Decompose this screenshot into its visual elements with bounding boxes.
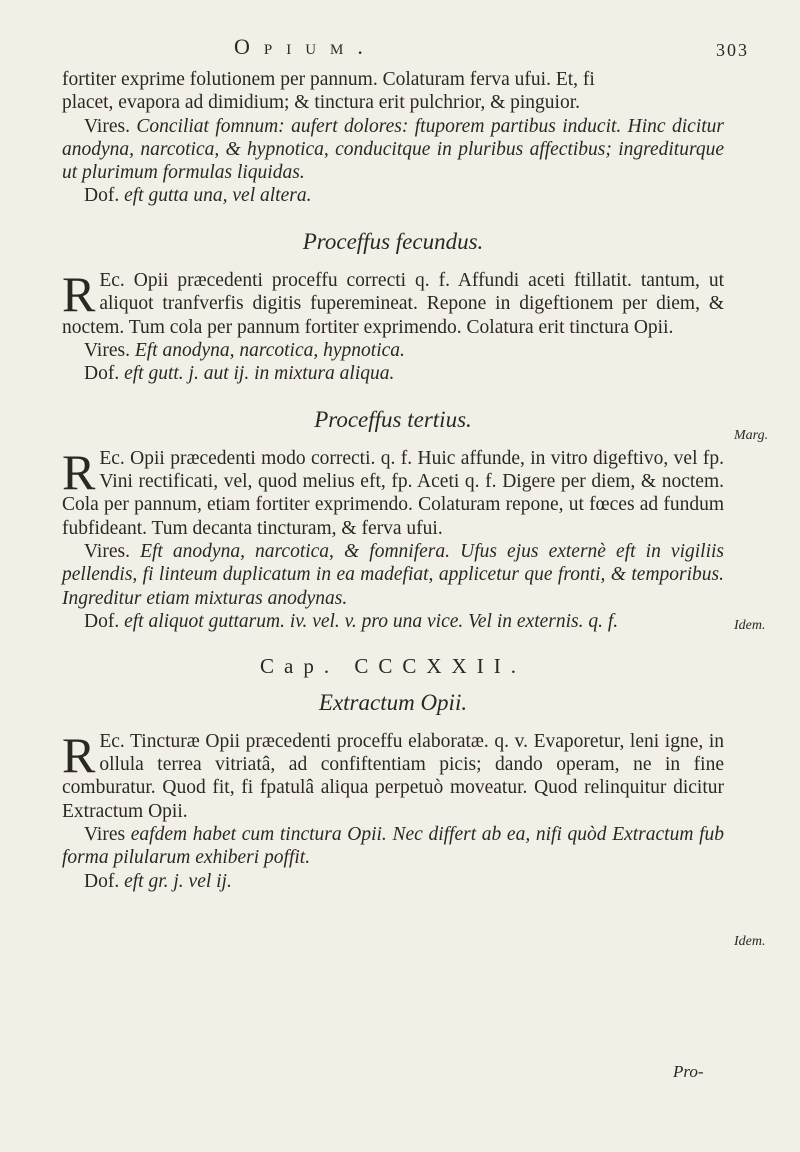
margin-note-marg: Marg. bbox=[734, 428, 769, 443]
paragraph-text: Ec. Opii præcedenti modo correcti. q. f. Huic affunde, in vitro digeftivo, vel fp. Vini rectificati, vel, quod melius eft, fp. Aceti q. f. Digere per diem, & noctem. Cola per pannum, etiam fortiter exprimendo. Colaturam repone, ut fœces ad fundum fubfideant. Tum decanta tincturam, & ferva ufui. bbox=[62, 447, 724, 539]
dropcap: R bbox=[62, 726, 96, 783]
dropcap: R bbox=[62, 266, 96, 323]
vires-label: Vires. bbox=[84, 115, 130, 137]
vires-label: Vires. bbox=[84, 541, 130, 563]
paragraph-text: Ec. Tincturæ Opii præcedenti proceffu elaboratæ. q. v. Evaporetur, leni igne, in ollula terrea vitriatâ, ad confiftentiam picis; dando operam, ne in fine comburatur. Quod fit, fi fpatulâ aliqua perpetuò moveatur. Quod relinquitur dicitur Extractum Opii. bbox=[62, 730, 724, 822]
running-title: Opium. bbox=[234, 34, 377, 59]
vires-text: Conciliat fomnum: aufert dolores: ftuporem partibus inducit. Hinc dicitur anodyna, narcotica, & hypnotica, conducitque in pluribus affectibus; ingrediturque ut plurimum formulas liquidas. bbox=[62, 115, 724, 184]
vires-text: eafdem habet cum tinctura Opii. Nec differt ab ea, nifi quòd Extractum fub forma pilularum exhiberi poffit. bbox=[62, 824, 725, 869]
dosis-text: eft gutt. j. aut ij. in mixtura aliqua. bbox=[124, 363, 395, 385]
processus-2-text bbox=[62, 266, 724, 339]
page-number: 303 bbox=[716, 40, 749, 60]
processus-3-text bbox=[62, 443, 724, 540]
margin-note-idem-2: Idem. bbox=[734, 934, 766, 949]
intro-dosis bbox=[62, 184, 724, 207]
dosis-label: Dof. bbox=[84, 185, 120, 207]
intro-line-2: placet, evapora ad dimidium; & tinctura erit pulchrior, & pinguior. bbox=[62, 92, 580, 114]
intro-line-1: fortiter exprime folutionem per pannum. Colaturam ferva ufui. Et, fi bbox=[62, 69, 595, 90]
chapter-title: Cap. CCCXXII. bbox=[260, 654, 526, 679]
dosis-text: eft gutta una, vel altera. bbox=[124, 185, 312, 207]
page-body bbox=[62, 68, 724, 893]
margin-note-idem-1: Idem. bbox=[734, 618, 766, 633]
vires-text: Eft anodyna, narcotica, & fomnifera. Ufus ejus externè eft in vigiliis pellendis, fi linteum duplicatum in ea madefiat, applicetur que fronti, & temporibus. Ingreditur etiam mixturas anodynas. bbox=[62, 541, 725, 609]
processus-3-dosis bbox=[62, 610, 724, 633]
dropcap: R bbox=[62, 443, 96, 500]
extractum-text bbox=[62, 726, 724, 823]
intro-vires bbox=[62, 115, 724, 185]
processus-3-block bbox=[62, 443, 725, 633]
paragraph-text: Ec. Opii præcedenti proceffu correcti q. f. Affundi aceti ftillatit. tantum, ut aliquot tranfverfis digitis fuperemineat. Repone in digeftionem per diem, & noctem. Tum cola per pannum fortiter exprimendo. Colatura erit tinctura Opii. bbox=[62, 270, 724, 338]
vires-label: Vires. bbox=[84, 339, 130, 361]
chapter-subtitle: Extractum Opii. bbox=[318, 689, 468, 715]
dosis-text: eft aliquot guttarum. iv. vel. v. pro una vice. Vel in externis. q. f. bbox=[124, 610, 619, 632]
vires-text: Eft anodyna, narcotica, hypnotica. bbox=[134, 339, 405, 361]
catchword: Pro- bbox=[673, 1062, 704, 1081]
extractum-vires bbox=[62, 823, 724, 870]
dosis-text: eft gr. j. vel ij. bbox=[124, 870, 232, 892]
vires-label: Vires bbox=[84, 824, 126, 846]
page-header bbox=[0, 34, 800, 64]
dosis-label: Dof. bbox=[84, 610, 120, 632]
extractum-dosis bbox=[62, 870, 724, 893]
extractum-block bbox=[62, 726, 725, 893]
dosis-label: Dof. bbox=[84, 363, 120, 385]
processus-2-block bbox=[62, 266, 724, 385]
processus-2-vires bbox=[62, 339, 724, 362]
dosis-label: Dof. bbox=[84, 870, 120, 892]
section-title-processus-3: Proceffus tertius. bbox=[314, 406, 472, 432]
processus-3-vires bbox=[62, 540, 724, 610]
processus-2-dosis bbox=[62, 362, 724, 385]
intro-block bbox=[62, 68, 724, 208]
section-title-processus-2: Proceffus fecundus. bbox=[302, 228, 484, 254]
